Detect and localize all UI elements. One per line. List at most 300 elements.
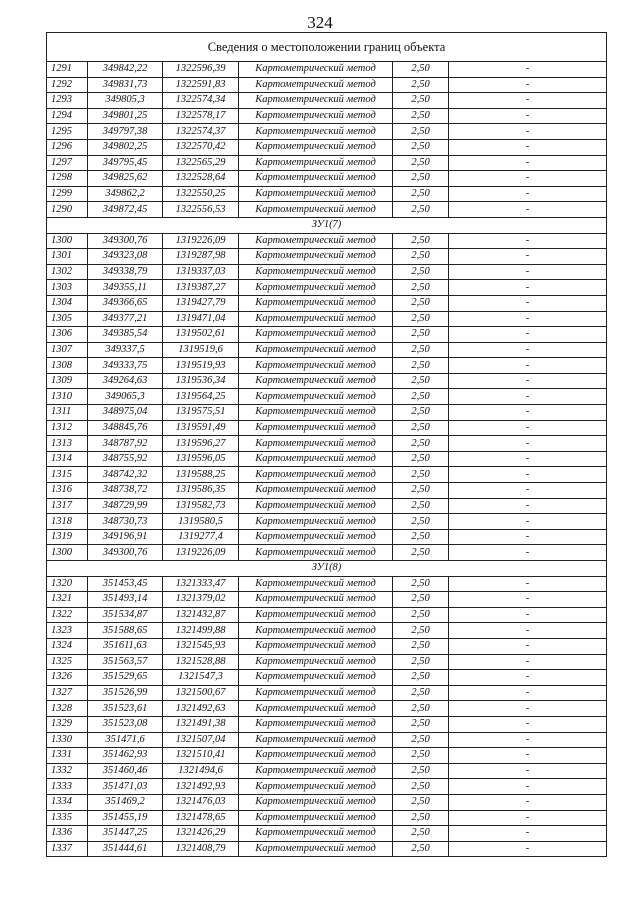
method-cell: Картометрический метод bbox=[239, 77, 393, 93]
method-cell: Картометрический метод bbox=[239, 327, 393, 343]
table-row bbox=[47, 171, 607, 187]
point-number: 1297 bbox=[47, 155, 88, 171]
accuracy-cell: 2,50 bbox=[393, 576, 449, 592]
point-number: 1327 bbox=[47, 685, 88, 701]
table-row bbox=[47, 545, 607, 561]
point-number: 1323 bbox=[47, 623, 88, 639]
table-row bbox=[47, 202, 607, 218]
method-cell: Картометрический метод bbox=[239, 264, 393, 280]
accuracy-cell: 2,50 bbox=[393, 514, 449, 530]
method-cell: Картометрический метод bbox=[239, 249, 393, 265]
method-cell: Картометрический метод bbox=[239, 638, 393, 654]
coord-y: 1321476,03 bbox=[163, 794, 239, 810]
coord-x: 349797,38 bbox=[88, 124, 163, 140]
coord-x: 349872,45 bbox=[88, 202, 163, 218]
accuracy-cell: 2,50 bbox=[393, 763, 449, 779]
table-row bbox=[47, 638, 607, 654]
coord-x: 351447,25 bbox=[88, 826, 163, 842]
accuracy-cell: 2,50 bbox=[393, 62, 449, 78]
coord-y: 1321478,65 bbox=[163, 810, 239, 826]
table-row bbox=[47, 576, 607, 592]
coord-y: 1322570,42 bbox=[163, 139, 239, 155]
coord-y: 1322596,39 bbox=[163, 62, 239, 78]
coord-y: 1319596,05 bbox=[163, 451, 239, 467]
coord-x: 351526,99 bbox=[88, 685, 163, 701]
table-row bbox=[47, 467, 607, 483]
accuracy-cell: 2,50 bbox=[393, 483, 449, 499]
coord-x: 349355,11 bbox=[88, 280, 163, 296]
accuracy-cell: 2,50 bbox=[393, 748, 449, 764]
coord-x: 351529,65 bbox=[88, 670, 163, 686]
point-number: 1301 bbox=[47, 249, 88, 265]
table-row bbox=[47, 514, 607, 530]
table-row bbox=[47, 592, 607, 608]
accuracy-cell: 2,50 bbox=[393, 342, 449, 358]
note-cell: - bbox=[449, 155, 607, 171]
table-row bbox=[47, 155, 607, 171]
note-cell: - bbox=[449, 685, 607, 701]
table-row bbox=[47, 93, 607, 109]
coord-x: 351453,45 bbox=[88, 576, 163, 592]
method-cell: Картометрический метод bbox=[239, 202, 393, 218]
table-row bbox=[47, 264, 607, 280]
point-number: 1300 bbox=[47, 233, 88, 249]
accuracy-cell: 2,50 bbox=[393, 389, 449, 405]
accuracy-cell: 2,50 bbox=[393, 467, 449, 483]
accuracy-cell: 2,50 bbox=[393, 249, 449, 265]
note-cell: - bbox=[449, 467, 607, 483]
coord-y: 1322565,29 bbox=[163, 155, 239, 171]
coord-y: 1321408,79 bbox=[163, 841, 239, 857]
method-cell: Картометрический метод bbox=[239, 670, 393, 686]
point-number: 1322 bbox=[47, 607, 88, 623]
table-row bbox=[47, 280, 607, 296]
table-row bbox=[47, 779, 607, 795]
point-number: 1310 bbox=[47, 389, 88, 405]
coord-y: 1321547,3 bbox=[163, 670, 239, 686]
point-number: 1336 bbox=[47, 826, 88, 842]
table-row bbox=[47, 327, 607, 343]
method-cell: Картометрический метод bbox=[239, 108, 393, 124]
coord-y: 1321426,29 bbox=[163, 826, 239, 842]
coord-y: 1319591,49 bbox=[163, 420, 239, 436]
coord-y: 1319519,93 bbox=[163, 358, 239, 374]
table-row bbox=[47, 389, 607, 405]
point-number: 1318 bbox=[47, 514, 88, 530]
method-cell: Картометрический метод bbox=[239, 498, 393, 514]
accuracy-cell: 2,50 bbox=[393, 685, 449, 701]
coord-x: 351460,46 bbox=[88, 763, 163, 779]
coord-x: 351471,03 bbox=[88, 779, 163, 795]
table-row bbox=[47, 685, 607, 701]
note-cell: - bbox=[449, 841, 607, 857]
accuracy-cell: 2,50 bbox=[393, 623, 449, 639]
coord-y: 1321510,41 bbox=[163, 748, 239, 764]
note-cell: - bbox=[449, 295, 607, 311]
coord-x: 351471,6 bbox=[88, 732, 163, 748]
coord-x: 349377,21 bbox=[88, 311, 163, 327]
table-row bbox=[47, 701, 607, 717]
note-cell: - bbox=[449, 420, 607, 436]
note-cell: - bbox=[449, 545, 607, 561]
accuracy-cell: 2,50 bbox=[393, 108, 449, 124]
point-number: 1299 bbox=[47, 186, 88, 202]
method-cell: Картометрический метод bbox=[239, 716, 393, 732]
point-number: 1300 bbox=[47, 545, 88, 561]
accuracy-cell: 2,50 bbox=[393, 420, 449, 436]
table-row bbox=[47, 405, 607, 421]
coord-x: 349196,91 bbox=[88, 529, 163, 545]
table-row bbox=[47, 826, 607, 842]
coord-y: 1319588,25 bbox=[163, 467, 239, 483]
table-row bbox=[47, 342, 607, 358]
note-cell: - bbox=[449, 405, 607, 421]
method-cell: Картометрический метод bbox=[239, 514, 393, 530]
accuracy-cell: 2,50 bbox=[393, 545, 449, 561]
note-cell: - bbox=[449, 108, 607, 124]
accuracy-cell: 2,50 bbox=[393, 405, 449, 421]
coord-x: 349264,63 bbox=[88, 373, 163, 389]
point-number: 1332 bbox=[47, 763, 88, 779]
table-row bbox=[47, 716, 607, 732]
coord-y: 1319502,61 bbox=[163, 327, 239, 343]
note-cell: - bbox=[449, 654, 607, 670]
accuracy-cell: 2,50 bbox=[393, 498, 449, 514]
table-row bbox=[47, 763, 607, 779]
accuracy-cell: 2,50 bbox=[393, 841, 449, 857]
coord-x: 349300,76 bbox=[88, 545, 163, 561]
point-number: 1337 bbox=[47, 841, 88, 857]
coord-y: 1322550,25 bbox=[163, 186, 239, 202]
point-number: 1315 bbox=[47, 467, 88, 483]
note-cell: - bbox=[449, 311, 607, 327]
method-cell: Картометрический метод bbox=[239, 529, 393, 545]
point-number: 1294 bbox=[47, 108, 88, 124]
note-cell: - bbox=[449, 498, 607, 514]
method-cell: Картометрический метод bbox=[239, 358, 393, 374]
accuracy-cell: 2,50 bbox=[393, 171, 449, 187]
coord-y: 1322528,64 bbox=[163, 171, 239, 187]
note-cell: - bbox=[449, 748, 607, 764]
note-cell: - bbox=[449, 327, 607, 343]
method-cell: Картометрический метод bbox=[239, 732, 393, 748]
note-cell: - bbox=[449, 779, 607, 795]
table-row bbox=[47, 529, 607, 545]
table-row bbox=[47, 358, 607, 374]
accuracy-cell: 2,50 bbox=[393, 810, 449, 826]
method-cell: Картометрический метод bbox=[239, 436, 393, 452]
coord-y: 1319337,03 bbox=[163, 264, 239, 280]
note-cell: - bbox=[449, 139, 607, 155]
table-row bbox=[47, 748, 607, 764]
method-cell: Картометрический метод bbox=[239, 779, 393, 795]
table-row bbox=[47, 810, 607, 826]
table-row bbox=[47, 483, 607, 499]
coord-x: 351444,61 bbox=[88, 841, 163, 857]
coord-x: 349300,76 bbox=[88, 233, 163, 249]
table-row bbox=[47, 62, 607, 78]
accuracy-cell: 2,50 bbox=[393, 529, 449, 545]
table-row bbox=[47, 607, 607, 623]
coord-y: 1319519,6 bbox=[163, 342, 239, 358]
coord-x: 349385,54 bbox=[88, 327, 163, 343]
table-row bbox=[47, 249, 607, 265]
note-cell: - bbox=[449, 202, 607, 218]
point-number: 1333 bbox=[47, 779, 88, 795]
table-row bbox=[47, 670, 607, 686]
point-number: 1293 bbox=[47, 93, 88, 109]
method-cell: Картометрический метод bbox=[239, 405, 393, 421]
coord-y: 1319586,35 bbox=[163, 483, 239, 499]
note-cell: - bbox=[449, 233, 607, 249]
point-number: 1296 bbox=[47, 139, 88, 155]
coord-y: 1319427,79 bbox=[163, 295, 239, 311]
note-cell: - bbox=[449, 716, 607, 732]
coord-y: 1321379,02 bbox=[163, 592, 239, 608]
accuracy-cell: 2,50 bbox=[393, 794, 449, 810]
point-number: 1312 bbox=[47, 420, 88, 436]
note-cell: - bbox=[449, 810, 607, 826]
coord-x: 348729,99 bbox=[88, 498, 163, 514]
point-number: 1307 bbox=[47, 342, 88, 358]
coord-y: 1321545,93 bbox=[163, 638, 239, 654]
accuracy-cell: 2,50 bbox=[393, 93, 449, 109]
method-cell: Картометрический метод bbox=[239, 171, 393, 187]
coord-x: 349825,62 bbox=[88, 171, 163, 187]
coord-x: 349338,79 bbox=[88, 264, 163, 280]
coord-x: 349337,5 bbox=[88, 342, 163, 358]
coord-x: 351523,61 bbox=[88, 701, 163, 717]
coord-x: 351469,2 bbox=[88, 794, 163, 810]
coord-x: 351455,19 bbox=[88, 810, 163, 826]
note-cell: - bbox=[449, 529, 607, 545]
coord-x: 349366,65 bbox=[88, 295, 163, 311]
point-number: 1306 bbox=[47, 327, 88, 343]
coord-x: 349862,2 bbox=[88, 186, 163, 202]
note-cell: - bbox=[449, 124, 607, 140]
note-cell: - bbox=[449, 514, 607, 530]
method-cell: Картометрический метод bbox=[239, 483, 393, 499]
coord-x: 348738,72 bbox=[88, 483, 163, 499]
accuracy-cell: 2,50 bbox=[393, 607, 449, 623]
accuracy-cell: 2,50 bbox=[393, 77, 449, 93]
table-header-row bbox=[47, 33, 607, 62]
note-cell: - bbox=[449, 389, 607, 405]
note-cell: - bbox=[449, 701, 607, 717]
coord-x: 351611,63 bbox=[88, 638, 163, 654]
method-cell: Картометрический метод bbox=[239, 420, 393, 436]
coord-y: 1319287,98 bbox=[163, 249, 239, 265]
note-cell: - bbox=[449, 451, 607, 467]
coord-y: 1319536,34 bbox=[163, 373, 239, 389]
coord-y: 1319471,04 bbox=[163, 311, 239, 327]
table-row bbox=[47, 623, 607, 639]
accuracy-cell: 2,50 bbox=[393, 638, 449, 654]
point-number: 1320 bbox=[47, 576, 88, 592]
coord-y: 1322591,83 bbox=[163, 77, 239, 93]
method-cell: Картометрический метод bbox=[239, 62, 393, 78]
table-title: Сведения о местоположении границ объекта bbox=[47, 33, 607, 62]
point-number: 1298 bbox=[47, 171, 88, 187]
point-number: 1326 bbox=[47, 670, 88, 686]
point-number: 1330 bbox=[47, 732, 88, 748]
coord-y: 1321528,88 bbox=[163, 654, 239, 670]
table-row bbox=[47, 139, 607, 155]
accuracy-cell: 2,50 bbox=[393, 779, 449, 795]
coord-x: 351523,08 bbox=[88, 716, 163, 732]
coord-y: 1319387,27 bbox=[163, 280, 239, 296]
method-cell: Картометрический метод bbox=[239, 623, 393, 639]
coord-y: 1322574,37 bbox=[163, 124, 239, 140]
note-cell: - bbox=[449, 342, 607, 358]
note-cell: - bbox=[449, 171, 607, 187]
coord-y: 1319226,09 bbox=[163, 545, 239, 561]
method-cell: Картометрический метод bbox=[239, 654, 393, 670]
point-number: 1325 bbox=[47, 654, 88, 670]
point-number: 1311 bbox=[47, 405, 88, 421]
table-row bbox=[47, 732, 607, 748]
accuracy-cell: 2,50 bbox=[393, 295, 449, 311]
method-cell: Картометрический метод bbox=[239, 451, 393, 467]
coord-y: 1321491,38 bbox=[163, 716, 239, 732]
method-cell: Картометрический метод bbox=[239, 763, 393, 779]
method-cell: Картометрический метод bbox=[239, 373, 393, 389]
method-cell: Картометрический метод bbox=[239, 592, 393, 608]
table-row bbox=[47, 654, 607, 670]
coord-x: 348975,04 bbox=[88, 405, 163, 421]
accuracy-cell: 2,50 bbox=[393, 202, 449, 218]
method-cell: Картометрический метод bbox=[239, 685, 393, 701]
section-label: ЗУ1(8) bbox=[47, 561, 607, 577]
point-number: 1316 bbox=[47, 483, 88, 499]
point-number: 1309 bbox=[47, 373, 88, 389]
point-number: 1303 bbox=[47, 280, 88, 296]
table-row bbox=[47, 108, 607, 124]
table-row bbox=[47, 498, 607, 514]
accuracy-cell: 2,50 bbox=[393, 670, 449, 686]
table-row bbox=[47, 451, 607, 467]
note-cell: - bbox=[449, 186, 607, 202]
note-cell: - bbox=[449, 77, 607, 93]
accuracy-cell: 2,50 bbox=[393, 311, 449, 327]
method-cell: Картометрический метод bbox=[239, 186, 393, 202]
accuracy-cell: 2,50 bbox=[393, 716, 449, 732]
coord-y: 1321492,63 bbox=[163, 701, 239, 717]
coord-x: 349805,3 bbox=[88, 93, 163, 109]
note-cell: - bbox=[449, 358, 607, 374]
coord-x: 349333,75 bbox=[88, 358, 163, 374]
accuracy-cell: 2,50 bbox=[393, 280, 449, 296]
note-cell: - bbox=[449, 607, 607, 623]
method-cell: Картометрический метод bbox=[239, 139, 393, 155]
point-number: 1292 bbox=[47, 77, 88, 93]
method-cell: Картометрический метод bbox=[239, 576, 393, 592]
coord-y: 1319596,27 bbox=[163, 436, 239, 452]
note-cell: - bbox=[449, 436, 607, 452]
note-cell: - bbox=[449, 576, 607, 592]
coord-y: 1322556,53 bbox=[163, 202, 239, 218]
accuracy-cell: 2,50 bbox=[393, 826, 449, 842]
note-cell: - bbox=[449, 826, 607, 842]
accuracy-cell: 2,50 bbox=[393, 139, 449, 155]
accuracy-cell: 2,50 bbox=[393, 124, 449, 140]
coord-x: 351563,57 bbox=[88, 654, 163, 670]
coord-x: 351588,65 bbox=[88, 623, 163, 639]
coord-x: 349323,08 bbox=[88, 249, 163, 265]
point-number: 1308 bbox=[47, 358, 88, 374]
coord-x: 351493,14 bbox=[88, 592, 163, 608]
point-number: 1321 bbox=[47, 592, 88, 608]
coord-y: 1319582,73 bbox=[163, 498, 239, 514]
section-label: ЗУ1(7) bbox=[47, 217, 607, 233]
note-cell: - bbox=[449, 280, 607, 296]
coord-y: 1319575,51 bbox=[163, 405, 239, 421]
method-cell: Картометрический метод bbox=[239, 124, 393, 140]
note-cell: - bbox=[449, 373, 607, 389]
point-number: 1317 bbox=[47, 498, 88, 514]
coord-y: 1321333,47 bbox=[163, 576, 239, 592]
accuracy-cell: 2,50 bbox=[393, 436, 449, 452]
method-cell: Картометрический метод bbox=[239, 794, 393, 810]
coord-y: 1321500,67 bbox=[163, 685, 239, 701]
accuracy-cell: 2,50 bbox=[393, 358, 449, 374]
note-cell: - bbox=[449, 93, 607, 109]
point-number: 1335 bbox=[47, 810, 88, 826]
note-cell: - bbox=[449, 623, 607, 639]
accuracy-cell: 2,50 bbox=[393, 701, 449, 717]
coord-x: 348787,92 bbox=[88, 436, 163, 452]
note-cell: - bbox=[449, 483, 607, 499]
coord-x: 349065,3 bbox=[88, 389, 163, 405]
method-cell: Картометрический метод bbox=[239, 93, 393, 109]
accuracy-cell: 2,50 bbox=[393, 186, 449, 202]
point-number: 1331 bbox=[47, 748, 88, 764]
coord-y: 1319277,4 bbox=[163, 529, 239, 545]
method-cell: Картометрический метод bbox=[239, 155, 393, 171]
table-row bbox=[47, 311, 607, 327]
point-number: 1304 bbox=[47, 295, 88, 311]
accuracy-cell: 2,50 bbox=[393, 592, 449, 608]
coord-x: 349802,25 bbox=[88, 139, 163, 155]
method-cell: Картометрический метод bbox=[239, 311, 393, 327]
coord-x: 349842,22 bbox=[88, 62, 163, 78]
method-cell: Картометрический метод bbox=[239, 748, 393, 764]
coord-x: 348755,92 bbox=[88, 451, 163, 467]
note-cell: - bbox=[449, 62, 607, 78]
table-row bbox=[47, 295, 607, 311]
coord-y: 1319580,5 bbox=[163, 514, 239, 530]
note-cell: - bbox=[449, 264, 607, 280]
section-row bbox=[47, 217, 607, 233]
coord-y: 1321432,87 bbox=[163, 607, 239, 623]
accuracy-cell: 2,50 bbox=[393, 451, 449, 467]
point-number: 1319 bbox=[47, 529, 88, 545]
point-number: 1313 bbox=[47, 436, 88, 452]
method-cell: Картометрический метод bbox=[239, 280, 393, 296]
accuracy-cell: 2,50 bbox=[393, 732, 449, 748]
method-cell: Картометрический метод bbox=[239, 295, 393, 311]
coord-y: 1319226,09 bbox=[163, 233, 239, 249]
method-cell: Картометрический метод bbox=[239, 810, 393, 826]
method-cell: Картометрический метод bbox=[239, 545, 393, 561]
note-cell: - bbox=[449, 592, 607, 608]
coord-x: 348845,76 bbox=[88, 420, 163, 436]
point-number: 1291 bbox=[47, 62, 88, 78]
point-number: 1295 bbox=[47, 124, 88, 140]
method-cell: Картометрический метод bbox=[239, 233, 393, 249]
boundary-table bbox=[46, 32, 607, 857]
table-row bbox=[47, 436, 607, 452]
